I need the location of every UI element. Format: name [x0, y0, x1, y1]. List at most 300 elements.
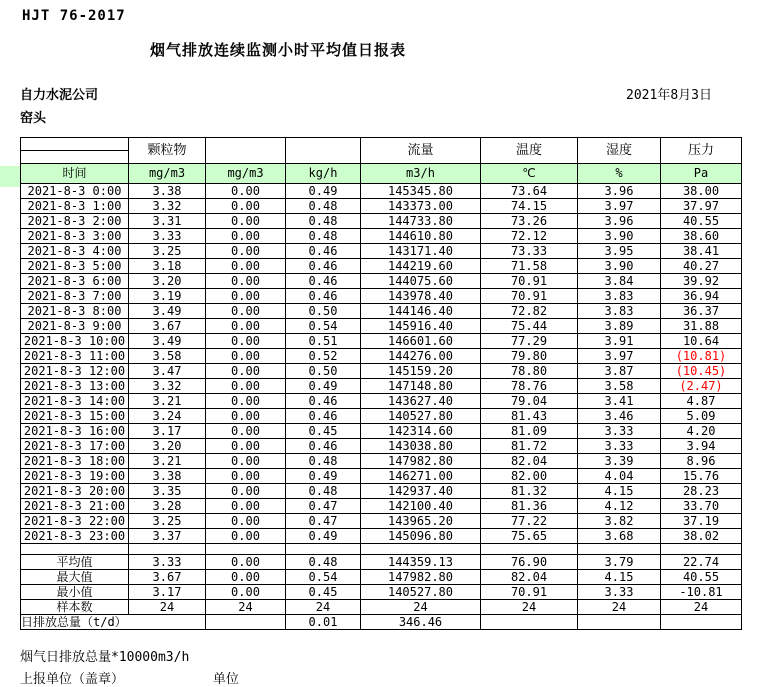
value-cell: 82.00: [481, 469, 578, 484]
value-cell: 144733.80: [361, 214, 481, 229]
table-row: [21, 214, 742, 229]
value-cell: 3.95: [578, 244, 661, 259]
summary-value-cell: 0.48: [286, 555, 361, 570]
summary-value-cell: 3.79: [578, 555, 661, 570]
table-row: [21, 229, 742, 244]
company-name: 自力水泥公司: [20, 88, 99, 103]
value-cell: 73.64: [481, 184, 578, 199]
value-cell: 0.00: [206, 529, 286, 544]
time-group-cell-top: [21, 138, 129, 151]
value-cell: 142100.40: [361, 499, 481, 514]
value-cell: 10.64: [661, 334, 742, 349]
time-cell: 2021-8-3 7:00: [21, 289, 129, 304]
value-cell: 38.41: [661, 244, 742, 259]
table-row: [21, 184, 742, 199]
value-cell: 40.55: [661, 214, 742, 229]
header-unit-kgh: kg/h: [286, 164, 361, 184]
value-cell: 0.00: [206, 454, 286, 469]
value-cell: 0.46: [286, 409, 361, 424]
value-cell: 0.00: [206, 259, 286, 274]
value-cell: 0.00: [206, 319, 286, 334]
summary-row: [21, 555, 742, 570]
value-cell: 0.00: [206, 274, 286, 289]
value-cell: 3.31: [129, 214, 206, 229]
summary-value-cell: 147982.80: [361, 570, 481, 585]
value-cell: 3.96: [578, 184, 661, 199]
info-row: [20, 84, 712, 103]
value-cell: 3.32: [129, 199, 206, 214]
table-row: [21, 199, 742, 214]
summary-value-cell: [661, 615, 742, 630]
value-cell: 37.97: [661, 199, 742, 214]
time-cell: 2021-8-3 8:00: [21, 304, 129, 319]
value-cell: 3.38: [129, 469, 206, 484]
value-cell: 0.00: [206, 409, 286, 424]
value-cell: 0.51: [286, 334, 361, 349]
time-cell: 2021-8-3 12:00: [21, 364, 129, 379]
summary-value-cell: 40.55: [661, 570, 742, 585]
value-cell: 142314.60: [361, 424, 481, 439]
summary-value-cell: 24: [129, 600, 206, 615]
value-cell: 36.37: [661, 304, 742, 319]
value-cell: 143978.40: [361, 289, 481, 304]
spacer-cell: [286, 544, 361, 555]
time-cell: 2021-8-3 6:00: [21, 274, 129, 289]
value-cell: 4.87: [661, 394, 742, 409]
report-unit-label: 上报单位（盖章）: [20, 672, 125, 687]
value-cell: 146271.00: [361, 469, 481, 484]
summary-value-cell: 3.33: [129, 555, 206, 570]
value-cell: 0.00: [206, 484, 286, 499]
value-cell: 0.00: [206, 289, 286, 304]
table-row: [21, 379, 742, 394]
table-row: [21, 364, 742, 379]
header-unit-percent: %: [578, 164, 661, 184]
time-cell: 2021-8-3 2:00: [21, 214, 129, 229]
monitoring-point: 窑头: [20, 111, 47, 126]
report-table-wrap: [20, 137, 768, 630]
value-cell: 3.58: [129, 349, 206, 364]
col-group-humidity: 湿度: [578, 138, 661, 164]
value-cell: 78.76: [481, 379, 578, 394]
summary-value-cell: 24: [481, 600, 578, 615]
value-cell: 0.48: [286, 454, 361, 469]
value-cell: 81.72: [481, 439, 578, 454]
summary-row: [21, 570, 742, 585]
value-cell: 0.00: [206, 199, 286, 214]
summary-label-cell: 最大值: [21, 570, 129, 585]
value-cell: 28.23: [661, 484, 742, 499]
time-cell: 2021-8-3 4:00: [21, 244, 129, 259]
value-cell: 3.94: [661, 439, 742, 454]
header-unit-pa: Pa: [661, 164, 742, 184]
value-cell: 82.04: [481, 454, 578, 469]
value-cell: 3.90: [578, 259, 661, 274]
summary-value-cell: 0.45: [286, 585, 361, 600]
time-cell: 2021-8-3 3:00: [21, 229, 129, 244]
table-row: [21, 349, 742, 364]
value-cell: (10.81): [661, 349, 742, 364]
header-unit-mgm3-a: mg/m3: [129, 164, 206, 184]
time-cell: 2021-8-3 14:00: [21, 394, 129, 409]
value-cell: 142937.40: [361, 484, 481, 499]
value-cell: 0.00: [206, 379, 286, 394]
table-row: [21, 454, 742, 469]
time-cell: 2021-8-3 16:00: [21, 424, 129, 439]
value-cell: 0.00: [206, 439, 286, 454]
value-cell: 3.47: [129, 364, 206, 379]
summary-row: [21, 585, 742, 600]
value-cell: 0.46: [286, 274, 361, 289]
value-cell: 0.49: [286, 469, 361, 484]
value-cell: 8.96: [661, 454, 742, 469]
value-cell: 3.41: [578, 394, 661, 409]
header-unit-mgm3-b: mg/m3: [206, 164, 286, 184]
spacer-cell: [578, 544, 661, 555]
summary-value-cell: 0.01: [286, 615, 361, 630]
time-cell: 2021-8-3 19:00: [21, 469, 129, 484]
value-cell: 3.20: [129, 439, 206, 454]
value-cell: 3.46: [578, 409, 661, 424]
value-cell: 144146.40: [361, 304, 481, 319]
value-cell: 3.39: [578, 454, 661, 469]
summary-label-cell: 平均值: [21, 555, 129, 570]
summary-value-cell: 3.17: [129, 585, 206, 600]
summary-value-cell: 24: [578, 600, 661, 615]
value-cell: 4.12: [578, 499, 661, 514]
time-cell: 2021-8-3 23:00: [21, 529, 129, 544]
value-cell: 0.46: [286, 289, 361, 304]
spacer-cell: [206, 544, 286, 555]
table-row: [21, 409, 742, 424]
unit-header-row: [21, 164, 742, 184]
value-cell: 73.33: [481, 244, 578, 259]
summary-value-cell: 76.90: [481, 555, 578, 570]
summary-value-cell: 82.04: [481, 570, 578, 585]
value-cell: 38.00: [661, 184, 742, 199]
value-cell: 40.27: [661, 259, 742, 274]
value-cell: 0.00: [206, 334, 286, 349]
summary-value-cell: 24: [206, 600, 286, 615]
table-row: [21, 484, 742, 499]
footer-row: [20, 668, 768, 687]
value-cell: 0.49: [286, 184, 361, 199]
header-unit-m3h: m3/h: [361, 164, 481, 184]
value-cell: 71.58: [481, 259, 578, 274]
header-time: 时间: [21, 164, 129, 184]
value-cell: 0.00: [206, 214, 286, 229]
value-cell: 81.09: [481, 424, 578, 439]
value-cell: 3.20: [129, 274, 206, 289]
summary-value-cell: [481, 615, 578, 630]
value-cell: 3.21: [129, 454, 206, 469]
value-cell: 3.24: [129, 409, 206, 424]
value-cell: 3.35: [129, 484, 206, 499]
summary-value-cell: 140527.80: [361, 585, 481, 600]
time-cell: 2021-8-3 20:00: [21, 484, 129, 499]
col-group-empty-1: [206, 138, 286, 164]
value-cell: 0.50: [286, 364, 361, 379]
value-cell: 79.04: [481, 394, 578, 409]
standard-code: HJT 76-2017: [22, 8, 126, 24]
value-cell: 0.48: [286, 199, 361, 214]
value-cell: 0.00: [206, 469, 286, 484]
table-row: [21, 499, 742, 514]
value-cell: 5.09: [661, 409, 742, 424]
summary-value-cell: 4.15: [578, 570, 661, 585]
value-cell: 3.84: [578, 274, 661, 289]
value-cell: 3.18: [129, 259, 206, 274]
value-cell: 144075.60: [361, 274, 481, 289]
value-cell: 3.33: [129, 229, 206, 244]
value-cell: 3.19: [129, 289, 206, 304]
report-table: [20, 137, 742, 630]
value-cell: 0.49: [286, 379, 361, 394]
value-cell: 143038.80: [361, 439, 481, 454]
col-group-particulate: 颗粒物: [129, 138, 206, 164]
value-cell: (10.45): [661, 364, 742, 379]
value-cell: 3.33: [578, 439, 661, 454]
group-header-row-top: [21, 138, 742, 151]
time-cell: 2021-8-3 15:00: [21, 409, 129, 424]
time-cell: 2021-8-3 1:00: [21, 199, 129, 214]
spacer-row: [21, 544, 742, 555]
value-cell: 3.83: [578, 304, 661, 319]
value-cell: 3.49: [129, 334, 206, 349]
value-cell: 78.80: [481, 364, 578, 379]
summary-value-cell: 24: [661, 600, 742, 615]
value-cell: 0.46: [286, 439, 361, 454]
value-cell: 143171.40: [361, 244, 481, 259]
footer-note: 烟气日排放总量*10000m3/h: [20, 650, 190, 665]
value-cell: 0.00: [206, 244, 286, 259]
time-cell: 2021-8-3 10:00: [21, 334, 129, 349]
value-cell: 0.48: [286, 229, 361, 244]
value-cell: 3.32: [129, 379, 206, 394]
table-row: [21, 289, 742, 304]
time-cell: 2021-8-3 0:00: [21, 184, 129, 199]
value-cell: 77.29: [481, 334, 578, 349]
value-cell: 3.25: [129, 514, 206, 529]
value-cell: 3.49: [129, 304, 206, 319]
value-cell: 3.90: [578, 229, 661, 244]
table-row: [21, 304, 742, 319]
table-body: [21, 184, 742, 630]
value-cell: 0.00: [206, 349, 286, 364]
spacer-cell: [661, 544, 742, 555]
value-cell: 3.87: [578, 364, 661, 379]
table-row: [21, 274, 742, 289]
value-cell: 0.00: [206, 364, 286, 379]
value-cell: 3.21: [129, 394, 206, 409]
value-cell: 144610.80: [361, 229, 481, 244]
value-cell: 3.97: [578, 199, 661, 214]
time-cell: 2021-8-3 21:00: [21, 499, 129, 514]
value-cell: 0.00: [206, 424, 286, 439]
table-row: [21, 424, 742, 439]
table-row: [21, 514, 742, 529]
value-cell: 79.80: [481, 349, 578, 364]
summary-value-cell: [578, 615, 661, 630]
table-row: [21, 439, 742, 454]
value-cell: 0.54: [286, 319, 361, 334]
value-cell: 0.00: [206, 304, 286, 319]
value-cell: 3.89: [578, 319, 661, 334]
value-cell: 3.83: [578, 289, 661, 304]
table-row: [21, 259, 742, 274]
value-cell: 0.47: [286, 499, 361, 514]
time-cell: 2021-8-3 5:00: [21, 259, 129, 274]
header-unit-celsius: ℃: [481, 164, 578, 184]
summary-value-cell: 3.67: [129, 570, 206, 585]
value-cell: 3.68: [578, 529, 661, 544]
col-group-empty-2: [286, 138, 361, 164]
summary-row: [21, 615, 742, 630]
value-cell: 0.00: [206, 394, 286, 409]
value-cell: 0.46: [286, 244, 361, 259]
value-cell: 3.37: [129, 529, 206, 544]
value-cell: 143373.00: [361, 199, 481, 214]
table-row: [21, 334, 742, 349]
value-cell: 75.65: [481, 529, 578, 544]
col-group-flow: 流量: [361, 138, 481, 164]
value-cell: 145916.40: [361, 319, 481, 334]
value-cell: 146601.60: [361, 334, 481, 349]
spacer-cell: [21, 544, 129, 555]
value-cell: 72.82: [481, 304, 578, 319]
value-cell: 75.44: [481, 319, 578, 334]
value-cell: 0.49: [286, 529, 361, 544]
value-cell: 77.22: [481, 514, 578, 529]
value-cell: 0.45: [286, 424, 361, 439]
time-group-cell-bottom: [21, 151, 129, 164]
time-cell: 2021-8-3 18:00: [21, 454, 129, 469]
time-cell: 2021-8-3 17:00: [21, 439, 129, 454]
unit-label: 单位: [212, 672, 239, 687]
value-cell: 31.88: [661, 319, 742, 334]
value-cell: 0.00: [206, 229, 286, 244]
summary-value-cell: 0.00: [206, 570, 286, 585]
value-cell: 0.50: [286, 304, 361, 319]
value-cell: 140527.80: [361, 409, 481, 424]
summary-value-cell: 144359.13: [361, 555, 481, 570]
value-cell: 81.36: [481, 499, 578, 514]
value-cell: 3.91: [578, 334, 661, 349]
value-cell: 0.00: [206, 514, 286, 529]
value-cell: 145345.80: [361, 184, 481, 199]
value-cell: 144276.00: [361, 349, 481, 364]
value-cell: 0.46: [286, 259, 361, 274]
time-cell: 2021-8-3 11:00: [21, 349, 129, 364]
summary-value-cell: 3.33: [578, 585, 661, 600]
table-row: [21, 529, 742, 544]
value-cell: 38.02: [661, 529, 742, 544]
summary-value-cell: -10.81: [661, 585, 742, 600]
value-cell: 0.00: [206, 184, 286, 199]
value-cell: 73.26: [481, 214, 578, 229]
value-cell: 3.96: [578, 214, 661, 229]
value-cell: 0.46: [286, 394, 361, 409]
value-cell: 147982.80: [361, 454, 481, 469]
value-cell: 3.17: [129, 424, 206, 439]
summary-value-cell: 70.91: [481, 585, 578, 600]
value-cell: 145159.20: [361, 364, 481, 379]
spacer-cell: [361, 544, 481, 555]
value-cell: 39.92: [661, 274, 742, 289]
value-cell: 70.91: [481, 274, 578, 289]
summary-value-cell: [206, 615, 286, 630]
value-cell: 0.48: [286, 484, 361, 499]
value-cell: 15.76: [661, 469, 742, 484]
spacer-cell: [129, 544, 206, 555]
value-cell: 3.28: [129, 499, 206, 514]
time-cell: 2021-8-3 22:00: [21, 514, 129, 529]
summary-value-cell: 22.74: [661, 555, 742, 570]
report-date: 2021年8月3日: [626, 88, 712, 103]
col-group-temperature: 温度: [481, 138, 578, 164]
value-cell: 70.91: [481, 289, 578, 304]
summary-value-cell: 0.00: [206, 585, 286, 600]
summary-label-cell: 最小值: [21, 585, 129, 600]
value-cell: 3.58: [578, 379, 661, 394]
col-group-pressure: 压力: [661, 138, 742, 164]
value-cell: 0.52: [286, 349, 361, 364]
value-cell: 0.47: [286, 514, 361, 529]
value-cell: 3.25: [129, 244, 206, 259]
value-cell: 3.33: [578, 424, 661, 439]
table-head: [21, 138, 742, 184]
table-row: [21, 469, 742, 484]
value-cell: 3.97: [578, 349, 661, 364]
time-cell: 2021-8-3 9:00: [21, 319, 129, 334]
time-cell: 2021-8-3 13:00: [21, 379, 129, 394]
value-cell: 4.04: [578, 469, 661, 484]
value-cell: 147148.80: [361, 379, 481, 394]
value-cell: 38.60: [661, 229, 742, 244]
value-cell: 72.12: [481, 229, 578, 244]
value-cell: 0.48: [286, 214, 361, 229]
value-cell: 4.20: [661, 424, 742, 439]
value-cell: (2.47): [661, 379, 742, 394]
value-cell: 3.67: [129, 319, 206, 334]
value-cell: 4.15: [578, 484, 661, 499]
summary-label-cell: 日排放总量（t/d）: [21, 615, 206, 630]
value-cell: 37.19: [661, 514, 742, 529]
value-cell: 36.94: [661, 289, 742, 304]
summary-row: [21, 600, 742, 615]
report-title: 烟气排放连续监测小时平均值日报表: [150, 41, 407, 59]
table-row: [21, 319, 742, 334]
summary-value-cell: 24: [361, 600, 481, 615]
summary-value-cell: 0.54: [286, 570, 361, 585]
value-cell: 0.00: [206, 499, 286, 514]
value-cell: 3.82: [578, 514, 661, 529]
table-row: [21, 244, 742, 259]
summary-value-cell: 0.00: [206, 555, 286, 570]
value-cell: 81.32: [481, 484, 578, 499]
green-row-strip: [0, 166, 20, 187]
value-cell: 143965.20: [361, 514, 481, 529]
value-cell: 3.38: [129, 184, 206, 199]
summary-value-cell: 346.46: [361, 615, 481, 630]
table-row: [21, 394, 742, 409]
spacer-cell: [481, 544, 578, 555]
value-cell: 144219.60: [361, 259, 481, 274]
value-cell: 143627.40: [361, 394, 481, 409]
value-cell: 145096.80: [361, 529, 481, 544]
value-cell: 74.15: [481, 199, 578, 214]
summary-label-cell: 样本数: [21, 600, 129, 615]
